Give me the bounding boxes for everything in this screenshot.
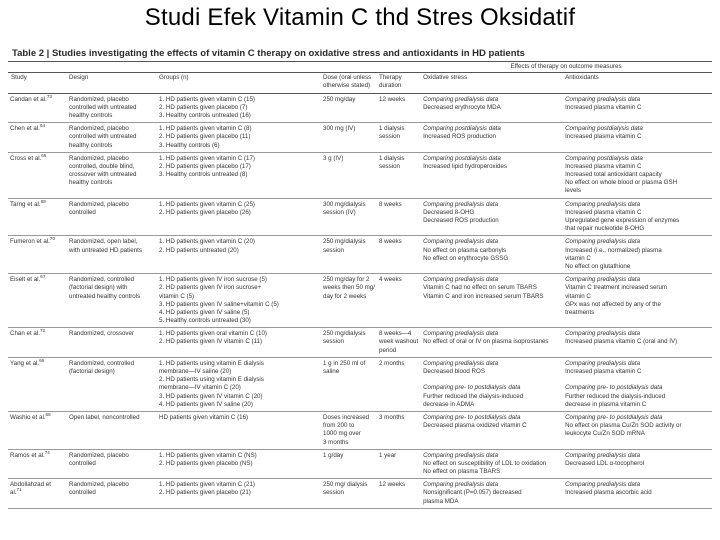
oxidative-line: Comparing predialysis data [423,359,499,367]
cell-oxidative-stress [420,328,562,358]
oxidative-line: Comparing predialysis data [423,276,499,284]
design-line: Randomized, placebo [69,154,129,162]
oxidative-line: Comparing predialysis data [423,238,499,246]
cell-study [8,93,66,123]
cell-design [66,449,156,479]
antioxidant-line: treatments [565,308,595,316]
duration-line: 8 weeks [379,200,402,208]
antioxidant-line: Increased plasma vitamin C [565,103,642,111]
cell-duration [376,357,420,411]
groups-line: 3. Healthy controls untreated (16) [159,111,251,119]
groups-line: 3. HD patients given IV vitamin C (20) [159,392,263,400]
cell-dose [320,236,376,274]
groups-line: 2. HD patients using vitamin E dialysis [159,376,264,384]
dose-line: 3 months [323,438,349,446]
groups-line: 2. HD patients given placebo (NS) [159,459,253,467]
oxidative-line: Increased lipid hydroperoxides [423,162,507,170]
table-header [8,62,712,93]
antioxidant-line: Vitamin C treatment increased serum [565,284,668,292]
groups-line: HD patients given vitamin C (16) [159,413,249,421]
duration-line: 8 weeks—4 [379,330,412,338]
cell-design [66,328,156,358]
cell-duration [376,274,420,328]
col-header-groups: Groups (n) [156,73,320,93]
study-ref: 70 [49,236,56,242]
cell-groups [156,449,320,479]
study-name: Abdollahzad et al. [10,481,51,497]
dose-line: saline [323,368,340,375]
duration-line: period [379,346,397,354]
dose-line: 250 mg/day for 2 [323,276,370,284]
antioxidant-line: Comparing pre- to postdialysis data [565,413,663,421]
header-spacer [8,62,420,73]
antioxidant-line: Further reduced the dialysis-induced [565,392,666,400]
oxidative-line: Vitamin C had no effect on serum TBARS [423,284,537,292]
groups-line: 4. HD patients given IV saline (20) [159,400,253,408]
design-line: Randomized, controlled [69,359,135,367]
study-name: Chan et al. [10,330,40,338]
cell-oxidative-stress [420,274,562,328]
oxidative-line: plasma MDA [423,497,459,505]
duration-line: 1 dialysis [379,125,405,133]
study-name: Candan et al. [10,95,47,103]
dose-line: 3 g (IV) [323,154,344,162]
cell-antioxidants [562,274,712,328]
design-line: healthy controls [69,179,113,187]
table-row [8,93,712,123]
design-line: Open label, noncontrolled [69,413,140,421]
groups-line: 3. Healthy controls (6) [159,141,220,149]
cell-study [8,274,66,328]
cell-antioxidants [562,479,712,509]
design-line: (factorial design) [69,368,115,375]
duration-line: 1 dialysis [379,154,405,162]
table-row [8,411,712,449]
dose-line: 250 mg/ dialysis [323,481,368,489]
cell-dose [320,479,376,509]
cell-antioxidants [562,357,712,411]
cell-dose [320,123,376,153]
col-header-dose-line: Dose (oral unless [323,74,372,82]
table-row [8,123,712,153]
study-name: Chen et al. [10,125,40,133]
oxidative-line: No effect on plasma carbonyls [423,246,507,254]
cell-duration [376,236,420,274]
dose-line: session [323,489,344,497]
cell-oxidative-stress [420,411,562,449]
antioxidant-line: Comparing predialysis data [565,330,641,338]
cell-study [8,357,66,411]
duration-line: 12 weeks [379,481,406,489]
dose-line: Doses increased [323,413,370,421]
cell-oxidative-stress [420,198,562,236]
cell-groups [156,328,320,358]
antioxidant-line: Increased (i.e., normalized) plasma [565,246,662,254]
groups-line: 2. HD patients given IV iron sucrose+ [159,284,262,292]
groups-line: 2. HD patients given placebo (21) [159,489,251,497]
cell-study [8,328,66,358]
oxidative-line: No effect on erythrocyte GSSG [423,254,509,262]
cell-oxidative-stress [420,449,562,479]
table-row [8,274,712,328]
study-ref: 64 [39,123,46,129]
study-name: Yang et al. [10,359,40,367]
dose-line: 1000 mg over [323,430,361,438]
groups-line: 3. HD patients given IV saline+vitamin C (5) [159,300,279,308]
cell-dose [320,198,376,236]
groups-line: 2. HD patients given placebo (17) [159,162,251,170]
groups-line: 1. HD patients given vitamin C (21) [159,481,255,489]
groups-line: 1. HD patients given vitamin C (17) [159,154,255,162]
cell-antioxidants [562,152,712,198]
table-row [8,479,712,509]
oxidative-line: Further reduced the dialysis-induced [423,392,524,400]
duration-line: session [379,162,400,170]
antioxidant-line: Increased plasma vitamin C [565,368,642,375]
cell-dose [320,357,376,411]
cell-study [8,411,66,449]
cell-groups [156,152,320,198]
cell-duration [376,449,420,479]
groups-line: vitamin C (5) [159,292,195,300]
groups-line: 3. Healthy controls untreated (8) [159,171,248,179]
groups-line: 2. HD patients untreated (20) [159,246,239,254]
study-ref: 71 [16,487,22,493]
groups-line: 2. HD patients given placebo (26) [159,208,251,216]
groups-line: 1. HD patients given vitamin C (25) [159,200,255,208]
cell-design [66,274,156,328]
groups-line: 1. HD patients given oral vitamin C (10) [159,330,267,338]
col-header-study: Study [8,73,66,93]
cell-study [8,123,66,153]
antioxidant-line: Comparing predialysis data [565,481,641,489]
duration-line: 1 year [379,451,397,459]
cell-design [66,357,156,411]
slide-title: Studi Efek Vitamin C thd Stres Oksidatif [144,4,576,31]
cell-groups [156,411,320,449]
cell-design [66,411,156,449]
cell-duration [376,328,420,358]
study-name: Ramos et al. [10,451,45,459]
antioxidant-line: Comparing predialysis data [565,238,641,246]
oxidative-line: Comparing predialysis data [423,330,499,338]
table-grid [8,62,712,509]
groups-line: membrane—IV saline (20) [159,368,232,375]
antioxidant-line: vitamin C [565,292,591,300]
cell-study [8,152,66,198]
cell-design [66,123,156,153]
antioxidant-line: levels [565,187,581,195]
groups-line: 1. HD patients using vitamin E dialysis [159,359,264,367]
study-name: Eiselt et al. [10,276,41,284]
cell-design [66,236,156,274]
oxidative-line: Decreased erythrocyte MDA [423,103,501,111]
design-line: controlled [69,489,96,497]
groups-line: 2. HD patients given placebo (7) [159,103,248,111]
antioxidant-line: Comparing predialysis data [565,451,641,459]
oxidative-line: Comparing predialysis data [423,451,499,459]
design-line: controlled with untreated [69,133,137,141]
design-line: (factorial design) with [69,284,128,292]
groups-line: 1. HD patients given vitamin C (15) [159,95,255,103]
cell-dose [320,274,376,328]
duration-line: 3 months [379,413,405,421]
table-row [8,198,712,236]
cell-oxidative-stress [420,479,562,509]
oxidative-line: Comparing pre- to postdialysis data [423,384,521,392]
study-name: Tarng et al. [10,200,41,208]
cell-design [66,152,156,198]
col-header-design: Design [66,73,156,93]
antioxidant-line: Increased plasma ascorbic acid [565,489,652,497]
cell-groups [156,198,320,236]
design-line: untreated healthy controls [69,292,141,300]
table-caption: Table 2 | Studies investigating the effects of vitamin C therapy on oxidative stress and antioxidants in HD patients [8,46,712,62]
col-header-duration-line: duration [379,82,402,90]
study-ref: 74 [44,449,50,455]
col-header-duration-line: Therapy [379,74,402,82]
groups-line: 4. HD patients given IV saline (5) [159,308,250,316]
antioxidant-line [565,376,709,384]
cell-oxidative-stress [420,93,562,123]
cell-study [8,479,66,509]
cell-study [8,198,66,236]
oxidative-line: No effect of oral or IV on plasma isoprostanes [423,338,549,346]
cell-groups [156,357,320,411]
groups-line: 1. HD patients given vitamin C (20) [159,238,255,246]
cell-oxidative-stress [420,236,562,274]
oxidative-line: Decreased 8-OHG [423,208,475,216]
duration-line: 8 weeks [379,238,402,246]
dose-line: weeks then 50 mg/ [323,284,375,292]
dose-line: day for 2 weeks [323,292,367,300]
study-name: Cross et al. [10,154,42,162]
oxidative-line: No effect on plasma TBARS [423,468,501,476]
cell-dose [320,152,376,198]
oxidative-line: Comparing postdialysis data [423,154,501,162]
oxidative-line: Vitamin C and iron increased serum TBARS [423,292,544,300]
cell-oxidative-stress [420,123,562,153]
antioxidant-line: No effect on plasma Cu/Zn SOD activity or [565,422,682,430]
oxidative-line [423,376,559,384]
antioxidant-line: No effect on whole blood or plasma GSH [565,179,678,187]
design-line: controlled with untreated [69,103,137,111]
cell-groups [156,123,320,153]
antioxidant-line: decrease in plasma vitamin C [565,400,647,408]
antioxidant-line: that repair nucleotide 8-OHG [565,225,645,233]
cell-groups [156,93,320,123]
oxidative-line: decrease in ADMA [423,400,475,408]
design-line: Randomized, placebo [69,481,129,489]
cell-antioxidants [562,123,712,153]
antioxidant-line: Comparing predialysis data [565,276,641,284]
antioxidant-line: No effect on glutathione [565,262,631,270]
study-name: Washio et al. [10,413,46,421]
cell-dose [320,328,376,358]
col-header-dose-line: otherwise stated) [323,82,371,90]
antioxidant-line: Comparing predialysis data [565,95,641,103]
oxidative-line: Comparing pre- to postdialysis data [423,413,521,421]
oxidative-line: Decreased ROS production [423,217,499,224]
cell-groups [156,236,320,274]
duration-line: 12 weeks [379,95,406,103]
oxidative-line: Comparing predialysis data [423,95,499,103]
cell-groups [156,274,320,328]
study-ref: 69 [40,198,46,204]
groups-line: membrane—IV vitamin C (20) [159,384,241,392]
col-header-oxidative-stress: Oxidative stress [420,73,562,93]
design-line: crossover with untreated [69,171,137,179]
dose-line: 300 mg (IV) [323,125,356,133]
design-line: controlled [69,208,96,216]
cell-dose [320,449,376,479]
cell-duration [376,198,420,236]
study-ref: 67 [40,274,46,280]
design-line: with untreated HD patients [69,246,142,254]
cell-design [66,198,156,236]
cell-oxidative-stress [420,152,562,198]
dose-line: session (IV) [323,208,356,216]
cell-antioxidants [562,411,712,449]
antioxidant-line: GPx was not affected by any of the [565,300,661,308]
design-line: Randomized, placebo [69,95,129,103]
cell-duration [376,479,420,509]
design-line: Randomized, placebo [69,125,129,133]
design-line: Randomized, placebo [69,451,129,459]
table-row [8,449,712,479]
antioxidant-line: Comparing postdialysis data [565,154,643,162]
groups-line: 2. HD patients given placebo (11) [159,133,251,141]
cell-oxidative-stress [420,357,562,411]
groups-line: 1. HD patients given vitamin C (8) [159,125,252,133]
antioxidant-line: Increased plasma vitamin C [565,208,642,216]
design-line: healthy controls [69,111,113,119]
design-line: controlled [69,459,96,467]
table-row [8,152,712,198]
table-row [8,328,712,358]
antioxidant-line: Decreased LDL α-tocopherol [565,459,645,467]
dose-line: session [323,246,344,254]
oxidative-line: Nonsignificant (P=0.057) decreased [423,489,522,497]
study-ref: 65 [41,152,47,158]
cell-antioxidants [562,449,712,479]
dose-line: 1 g in 250 ml of [323,359,366,367]
cell-duration [376,123,420,153]
duration-line: session [379,133,400,141]
design-line: healthy controls [69,141,113,149]
cell-antioxidants [562,328,712,358]
study-ref: 72 [39,328,46,334]
design-line: Randomized, controlled [69,276,135,284]
dose-line: 1 g/day [323,451,344,459]
oxidative-line: Comparing postdialysis data [423,125,501,133]
study-ref: 66 [39,357,45,363]
dose-line: 300 mg/dialysis [323,200,366,208]
oxidative-line: No effect on susceptibility of LDL to oxidation [423,459,547,467]
antioxidant-line: Increased total antioxidant capacity [565,171,662,179]
groups-line: 1. HD patients given IV iron sucrose (5) [159,276,267,284]
table-row [8,357,712,411]
cell-antioxidants [562,236,712,274]
design-line: Randomized, open label, [69,238,138,246]
groups-line: 1. HD patients given vitamin C (NS) [159,451,257,459]
antioxidant-line: leukocyte Cu/Zn SOD mRNA [565,430,645,438]
cell-study [8,236,66,274]
antioxidant-line: Increased plasma vitamin C [565,133,642,141]
design-line: Randomized, crossover [69,330,134,338]
antioxidant-line: vitamin C [565,254,591,262]
duration-line: week washout [379,338,419,346]
cell-design [66,93,156,123]
duration-line: 2 months [379,359,405,367]
oxidative-line: Decreased blood ROS [423,368,485,375]
antioxidant-line: Increased plasma vitamin C [565,162,642,170]
cell-dose [320,411,376,449]
duration-line: 4 weeks [379,276,402,284]
dose-line: 250 mg/dialysis [323,330,366,338]
dose-line: 250 mg/dialysis [323,238,366,246]
study-ref: 73 [46,93,52,99]
cell-duration [376,93,420,123]
antioxidant-line: Comparing pre- to postdialysis data [565,384,663,392]
col-header-dose [320,73,376,93]
table-body [8,93,712,508]
study-name: Fumeron et al. [10,238,50,246]
oxidative-line: Comparing predialysis data [423,481,499,489]
cell-duration [376,411,420,449]
dose-line: from 200 to [323,422,355,430]
design-line: Randomized, placebo [69,200,129,208]
antioxidant-line: Increased plasma vitamin C (oral and IV) [565,338,678,346]
cell-antioxidants [562,198,712,236]
study-ref: 68 [45,411,51,417]
cell-groups [156,479,320,509]
col-header-antioxidants: Antioxidants [562,73,712,93]
cell-study [8,449,66,479]
dose-line: 250 mg/day [323,95,356,103]
groups-line: 5. Healthy controls untreated (30) [159,317,251,325]
cell-antioxidants [562,93,712,123]
antioxidant-line: Comparing predialysis data [565,200,641,208]
antioxidant-line: Comparing predialysis data [565,359,641,367]
table-row [8,236,712,274]
oxidative-line: Increased ROS production [423,133,496,141]
cell-duration [376,152,420,198]
outcome-group-header: Effects of therapy on outcome measures [420,62,712,73]
cell-design [66,479,156,509]
antioxidant-line: Comparing postdialysis data [565,125,643,133]
antioxidant-line: Upregulated gene expression of enzymes [565,217,680,224]
groups-line: 2. HD patients given IV vitamin C (11) [159,338,263,346]
col-header-duration [376,73,420,93]
oxidative-line: Comparing predialysis data [423,200,499,208]
design-line: controlled, double blind, [69,162,135,170]
oxidative-line: Decreased plasma oxidized vitamin C [423,422,527,430]
studies-table [8,46,712,538]
cell-dose [320,93,376,123]
dose-line: session [323,338,344,346]
